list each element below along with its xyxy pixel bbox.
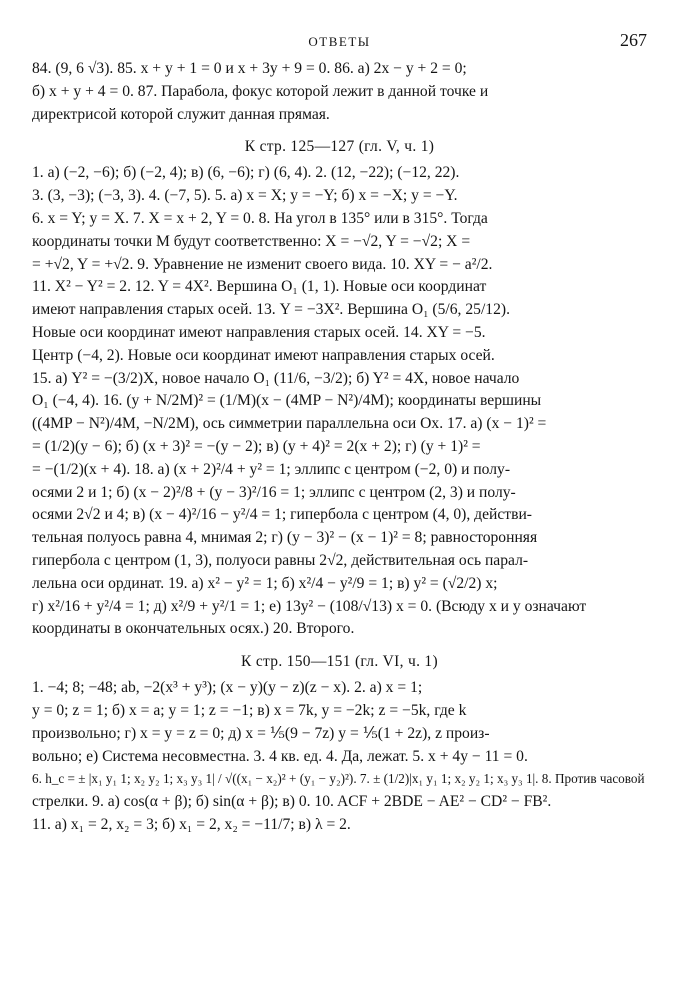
text-line: имеют направления старых осей. 13. Y = −3X². Вершина O₁ (5/6, 25/12).	[32, 301, 510, 319]
text-line: y = 0; z = 1; б) x = a; y = 1; z = −1; в) x = 7k, y = −2k; z = −5k, где k	[32, 701, 467, 719]
answers-section-2	[32, 677, 647, 837]
text-line: стрелки. 9. а) cos(α + β); б) sin(α + β); в) 0. 10. ACF + 2BDE − AE² − CD² − FB².	[32, 793, 552, 811]
text-line: произвольно; г) x = y = z = 0; д) x = ⅕(9 − 7z) y = ⅕(1 + 2z), z произ-	[32, 724, 490, 742]
text-line: 1. а) (−2, −6); б) (−2, 4); в) (6, −6); г) (6, 4). 2. (12, −22); (−12, 22).	[32, 164, 460, 182]
answers-block-intro	[32, 58, 647, 126]
text-line: б) x + y + 4 = 0. 87. Парабола, фокус которой лежит в данной точке и	[32, 82, 489, 100]
text-line: 11. а) x₁ = 2, x₂ = 3; б) x₁ = 2, x₂ = −11/7; в) λ = 2.	[32, 815, 351, 833]
section-heading-2: К стр. 150—151 (гл. VI, ч. 1)	[241, 653, 438, 671]
text-line: гипербола с центром (1, 3), полуоси равны 2√2, действительная ось парал-	[32, 551, 529, 569]
text-line: ((4MP − N²)/4M, −N/2M), ось симметрии параллельна оси Ox. 17. а) (x − 1)² =	[32, 415, 547, 433]
text-line: = −(1/2)(x + 4). 18. а) (x + 2)²/4 + y² = 1; эллипс с центром (−2, 0) и полу-	[32, 460, 511, 478]
text-line: осями 2√2 и 4; в) (x − 4)²/16 − y²/4 = 1; гипербола с центром (4, 0), действи-	[32, 506, 532, 524]
text-line: 15. а) Y² = −(3/2)X, новое начало O₁ (11/6, −3/2); б) Y² = 4X, новое начало	[32, 369, 520, 387]
page-header	[32, 30, 647, 58]
section-heading-1: К стр. 125—127 (гл. V, ч. 1)	[244, 138, 435, 156]
text-line: 11. X² − Y² = 2. 12. Y = 4X². Вершина O₁ (1, 1). Новые оси координат	[32, 278, 487, 296]
text-line: Центр (−4, 2). Новые оси координат имеют направления старых осей.	[32, 346, 495, 364]
text-line: 84. (9, 6 √3). 85. x + y + 1 = 0 и x + 3y + 9 = 0. 86. а) 2x − y + 2 = 0;	[32, 60, 467, 77]
text-line: = +√2, Y = +√2. 9. Уравнение не изменит своего вида. 10. XY = − a²/2.	[32, 255, 493, 273]
page-number: 267	[620, 30, 647, 50]
text-line: координаты в окончательных осях.) 20. Второго.	[32, 620, 355, 638]
answers-section-1	[32, 162, 647, 641]
text-line: осями 2 и 1; б) (x − 2)²/8 + (y − 3)²/16 = 1; эллипс с центром (2, 3) и полу-	[32, 483, 516, 501]
text-line: тельная полуось равна 4, мнимая 2; г) (y − 3)² − (x − 1)² = 8; равносторонняя	[32, 529, 538, 547]
text-line: O₁ (−4, 4). 16. (y + N/2M)² = (1/M)(x − (4MP − N²)/4M); координаты вершины	[32, 392, 542, 410]
text-line: 1. −4; 8; −48; ab, −2(x³ + y³); (x − y)(y − z)(z − x). 2. а) x = 1;	[32, 679, 423, 697]
text-line: вольно; е) Система несовместна. 3. 4 кв. ед. 4. Да, лежат. 5. x + 4y − 11 = 0.	[32, 747, 528, 765]
text-line: 6. x = Y; y = X. 7. X = x + 2, Y = 0. 8. На угол в 135° или в 315°. Тогда	[32, 209, 488, 227]
text-line: Новые оси координат имеют направления старых осей. 14. XY = −5.	[32, 323, 486, 341]
running-title: ОТВЕТЫ	[308, 34, 371, 49]
text-line: г) x²/16 + y²/4 = 1; д) x²/9 + y²/1 = 1; е) 13y² − (108/√13) x = 0. (Всюду x и y означают	[32, 597, 587, 615]
text-line: = (1/2)(y − 6); б) (x + 3)² = −(y − 2); в) (y + 4)² = 2(x + 2); г) (y + 1)² =	[32, 437, 481, 455]
text-line: 3. (3, −3); (−3, 3). 4. (−7, 5). 5. а) x = X; y = −Y; б) x = −X; y = −Y.	[32, 187, 458, 205]
text-line: координаты точки M будут соответственно: X = −√2, Y = −√2; X =	[32, 232, 471, 250]
text-line: 6. h_c = ± |x₁ y₁ 1; x₂ y₂ 1; x₃ y₃ 1| / √((x₁ − x₂)² + (y₁ − y₂)²). 7. ± (1/2)|x₁ y₁ 1; x₂ y₂ 1; x₃ y₃ 1|. 8. Против часовой	[32, 771, 645, 787]
book-page	[32, 30, 647, 837]
text-line: директрисой которой служит данная прямая.	[32, 105, 330, 123]
text-line: лельна оси ординат. 19. а) x² − y² = 1; б) x²/4 − y²/9 = 1; в) y² = (√2/2) x;	[32, 574, 498, 592]
